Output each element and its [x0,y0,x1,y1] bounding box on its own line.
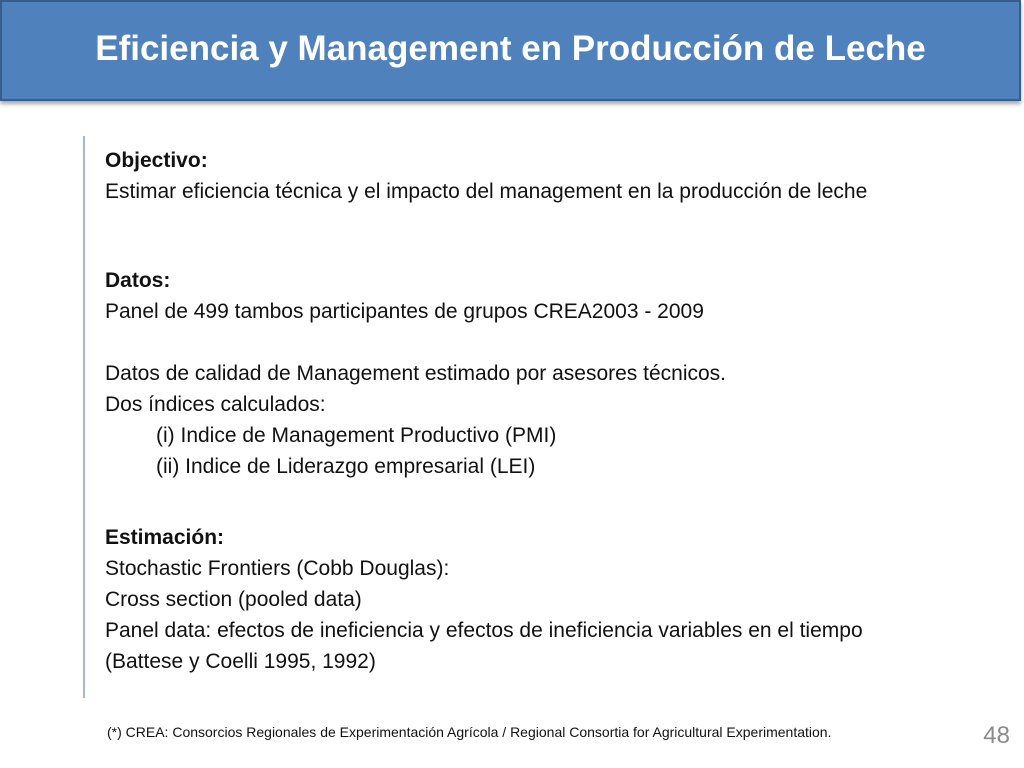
objective-text: Estimar eficiencia técnica y el impacto del management en la producción de leche [105,180,868,203]
vertical-divider [83,136,85,698]
estimacion-line-3: Panel data: efectos de ineficiencia y efectos de ineficiencia variables en el tiempo [105,619,863,642]
page-number: 48 [983,722,1010,749]
slide-title: Eficiencia y Management en Producción de Leche [95,28,926,68]
objective-heading: Objectivo: [105,149,208,172]
datos-quality-text: Datos de calidad de Management estimado por asesores técnicos. [105,362,727,385]
spacer [105,482,1005,522]
datos-indices-intro: Dos índices calculados: [105,393,326,416]
estimacion-line-2: Cross section (pooled data) [105,588,362,611]
title-bar [0,0,1021,101]
estimacion-line-1: Stochastic Frontiers (Cobb Douglas): [105,557,450,580]
datos-index-2: (ii) Indice de Liderazgo empresarial (LEI) [156,455,536,478]
estimacion-line-4: (Battese y Coelli 1995, 1992) [105,650,376,673]
datos-heading: Datos: [105,269,171,292]
datos-panel-text: Panel de 499 tambos participantes de grupos CREA2003 - 2009 [105,300,704,323]
spacer [105,207,1005,265]
datos-index-1: (i) Indice de Management Productivo (PMI) [156,424,557,447]
estimacion-heading: Estimación: [105,526,225,549]
slide-content [105,145,1005,677]
footnote: (*) CREA: Consorcios Regionales de Experimentación Agrícola / Regional Consortia for Agricultural Experimentation. [107,724,832,740]
spacer [105,327,1005,358]
